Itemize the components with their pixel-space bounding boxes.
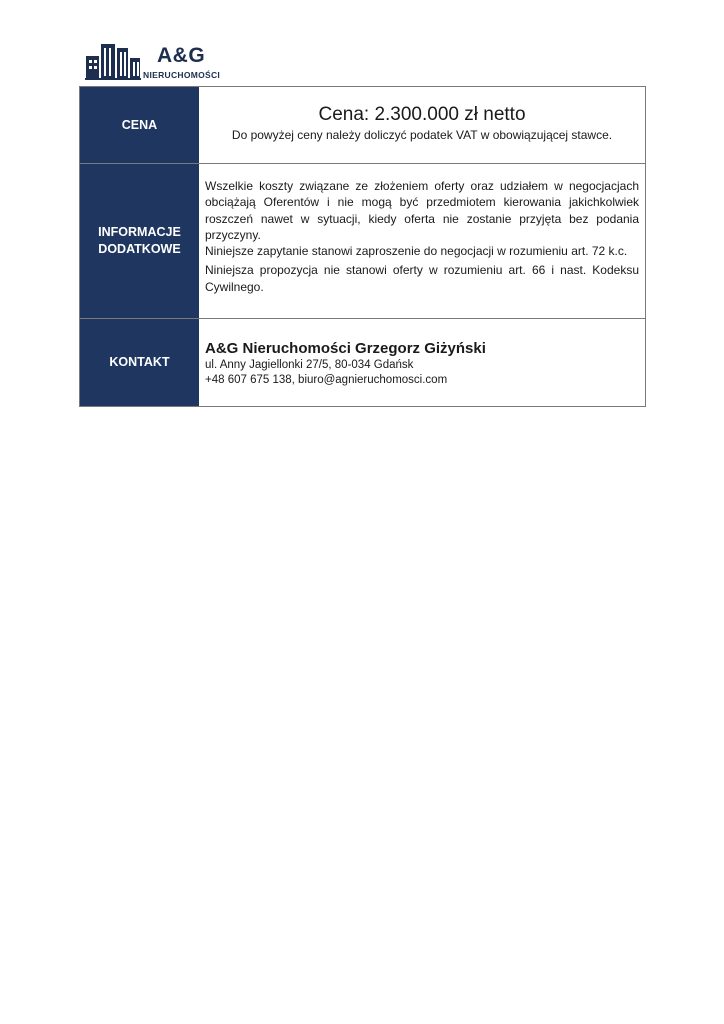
info-row <box>80 163 645 318</box>
contact-address: ul. Anny Jagiellonki 27/5, 80-034 Gdańsk <box>205 359 414 371</box>
offer-table <box>79 86 646 407</box>
info-paragraph-costs: Wszelkie koszty związane ze złożeniem oferty oraz udziałem w negocjacjach obciążają Oferentów i nie mogą być przedmiotem kierowania jakichkolwiek roszczeń nawet w sytuacji, kiedy oferta nie zostanie przyjęta bez podania przyczyny. <box>205 179 639 242</box>
contact-phone-email: +48 607 675 138, biuro@agnieruchomosci.com <box>205 374 448 386</box>
price-row <box>80 87 645 163</box>
info-label-line2: DODATKOWE <box>98 242 181 256</box>
price-vat-note: Do powyżej ceny należy doliczyć podatek VAT w obowiązującej stawce. <box>231 128 613 142</box>
contact-company: A&G Nieruchomości Grzegorz Giżyński <box>205 340 486 357</box>
info-label <box>80 164 199 318</box>
buildings-icon <box>85 42 141 80</box>
price-content <box>199 87 645 163</box>
contact-content <box>199 319 645 406</box>
company-logo <box>85 42 235 82</box>
contact-row <box>80 318 645 406</box>
info-label-line1: INFORMACJE <box>98 225 181 239</box>
info-paragraph-no-offer: Niniejsza propozycja nie stanowi oferty w rozumieniu art. 66 i nast. Kodeksu Cywilnego. <box>205 263 639 294</box>
info-paragraph-negotiation: Niniejsze zapytanie stanowi zaproszenie do negocjacji w rozumieniu art. 72 k.c. <box>205 244 628 259</box>
price-label: CENA <box>80 87 199 163</box>
info-content <box>199 164 645 318</box>
logo-brand: A&G <box>157 44 206 67</box>
logo-subtitle: NIERUCHOMOŚCI <box>143 70 221 80</box>
contact-label: KONTAKT <box>80 319 199 406</box>
price-title: Cena: 2.300.000 zł netto <box>318 104 526 125</box>
